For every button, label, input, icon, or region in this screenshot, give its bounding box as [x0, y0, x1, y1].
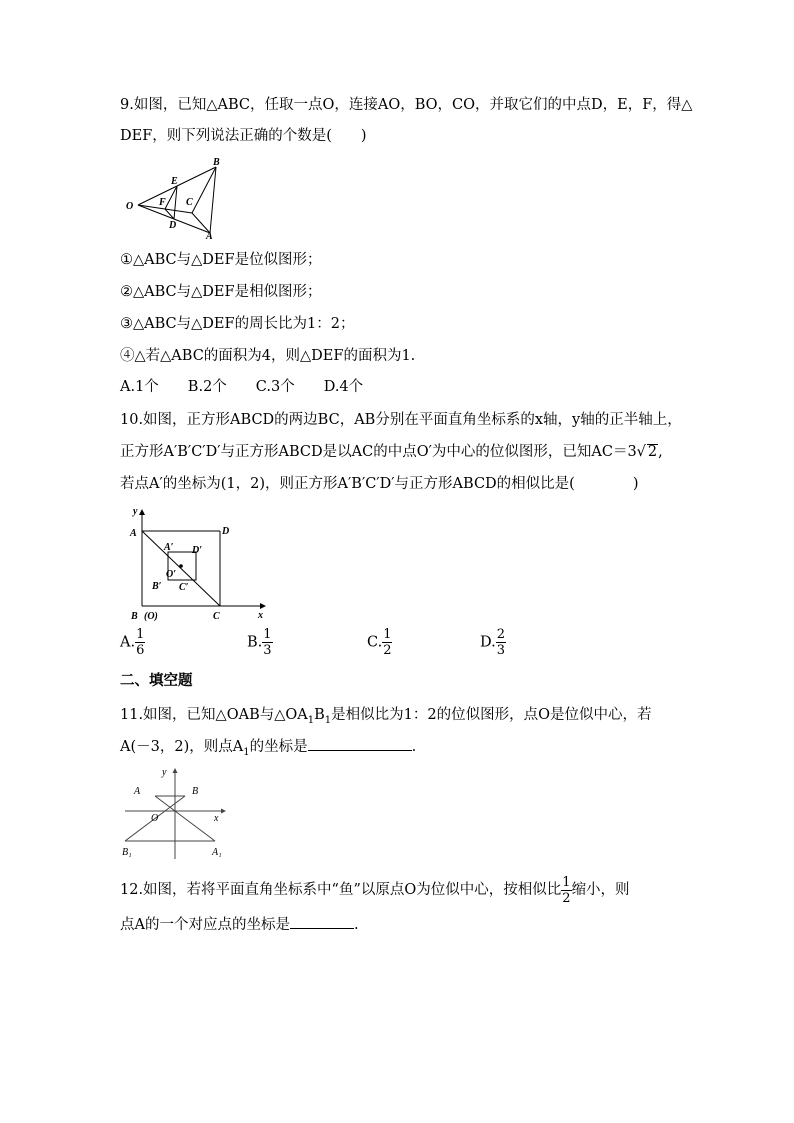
label-x: x: [214, 813, 219, 824]
fraction: $\frac{2}{3}$: [496, 627, 505, 658]
fraction: $\frac{1}{6}$: [136, 627, 145, 658]
q10-line3: 若点A′的坐标为(1，2)，则正方形A′B′C′D′与正方形ABCD的相似比是( ): [120, 476, 639, 492]
fraction: $\frac{1}{3}$: [263, 627, 272, 658]
q10-line2: [120, 442, 663, 462]
q10-figure: [120, 500, 280, 628]
label-B: B: [192, 786, 199, 797]
label-origin: (O): [144, 611, 158, 622]
label-A: A: [130, 528, 137, 539]
label-E: E: [171, 176, 178, 187]
q10-line2-text: 正方形A′B′C′D′与正方形ABCD是以AC的中点O′为中心的位似图形，已知AC＝3: [120, 444, 637, 460]
label-B-prime: B′: [152, 581, 162, 592]
q11-line1: 11.如图，已知△OAB与$\triangle OA_1B_1$是相似比为1：2的位似图形，点O是位似中心，若: [120, 707, 652, 726]
q11-figure: [120, 763, 232, 863]
label-A1: A₁: [212, 847, 222, 858]
label-y: y: [133, 506, 138, 517]
label-A-prime: A′: [164, 542, 174, 553]
label-B: B: [213, 157, 220, 168]
label-x: x: [258, 610, 263, 621]
label-O: O: [151, 813, 159, 824]
q9-options: A.1个 B.2个 C.3个 D.4个: [120, 379, 364, 395]
label-B1: B₁: [122, 847, 132, 858]
sqrt-sign: √: [636, 444, 646, 460]
section-heading: 二、填空题: [120, 673, 193, 689]
q11-line2: A(－3，2)，则点$A_1$的坐标是 .: [120, 736, 416, 763]
fraction: $\frac{1}{2}$: [383, 627, 392, 658]
label-D: D: [169, 220, 177, 231]
q10-radicand: 2: [647, 444, 658, 460]
q12-line2: 点A的一个对应点的坐标是 .: [120, 914, 359, 935]
label-C: C: [186, 197, 193, 208]
label-F: F: [159, 197, 166, 208]
label-O-prime: O′: [166, 569, 177, 580]
q9-line2: DEF，则下列说法正确的个数是( ): [120, 128, 367, 144]
label-A: A: [134, 786, 141, 797]
label-O: O: [126, 201, 134, 212]
q10-option-c: C. $\frac{1}{2}$: [367, 627, 392, 658]
label-C-prime: C′: [179, 582, 189, 593]
q9-statement-2: ②△ABC与△DEF是相似图形；: [120, 284, 322, 300]
q10-line2-end: ,: [658, 444, 663, 460]
q9-line1: 9.如图，已知△ABC，任取一点O，连接AO，BO，CO，并取它们的中点D，E，F，得△: [120, 97, 693, 113]
label-B: B: [131, 611, 138, 622]
q10-option-d: D. $\frac{2}{3}$: [480, 627, 505, 658]
label-D-prime: D′: [192, 545, 203, 556]
label-A: A: [206, 231, 213, 240]
label-y: y: [162, 767, 167, 778]
q10-line1: 10.如图，正方形ABCD的两边BC，AB分别在平面直角坐标系的x轴，y轴的正半轴上，: [120, 412, 682, 428]
label-D: D: [222, 526, 230, 537]
q9-statement-1: ①△ABC与△DEF是位似图形；: [120, 252, 322, 268]
q10-option-b: B. $\frac{1}{3}$: [247, 627, 272, 658]
fraction: $\frac{1}{2}$: [562, 874, 571, 906]
answer-blank[interactable]: [308, 736, 412, 751]
q12-line1: 12.如图，若将平面直角坐标系中“鱼”以原点O为位似中心，按相似比 $\frac{1}{2}$ 缩小，则: [120, 874, 630, 906]
label-C: C: [213, 611, 220, 622]
q9-statement-4: ④△若△ABC的面积为4，则△DEF的面积为1.: [120, 348, 416, 364]
q9-figure: [120, 155, 230, 240]
q9-statement-3: ③△ABC与△DEF的周长比为1：2；: [120, 316, 355, 332]
q10-option-a: A. $\frac{1}{6}$: [120, 627, 145, 658]
answer-blank[interactable]: [290, 914, 354, 929]
